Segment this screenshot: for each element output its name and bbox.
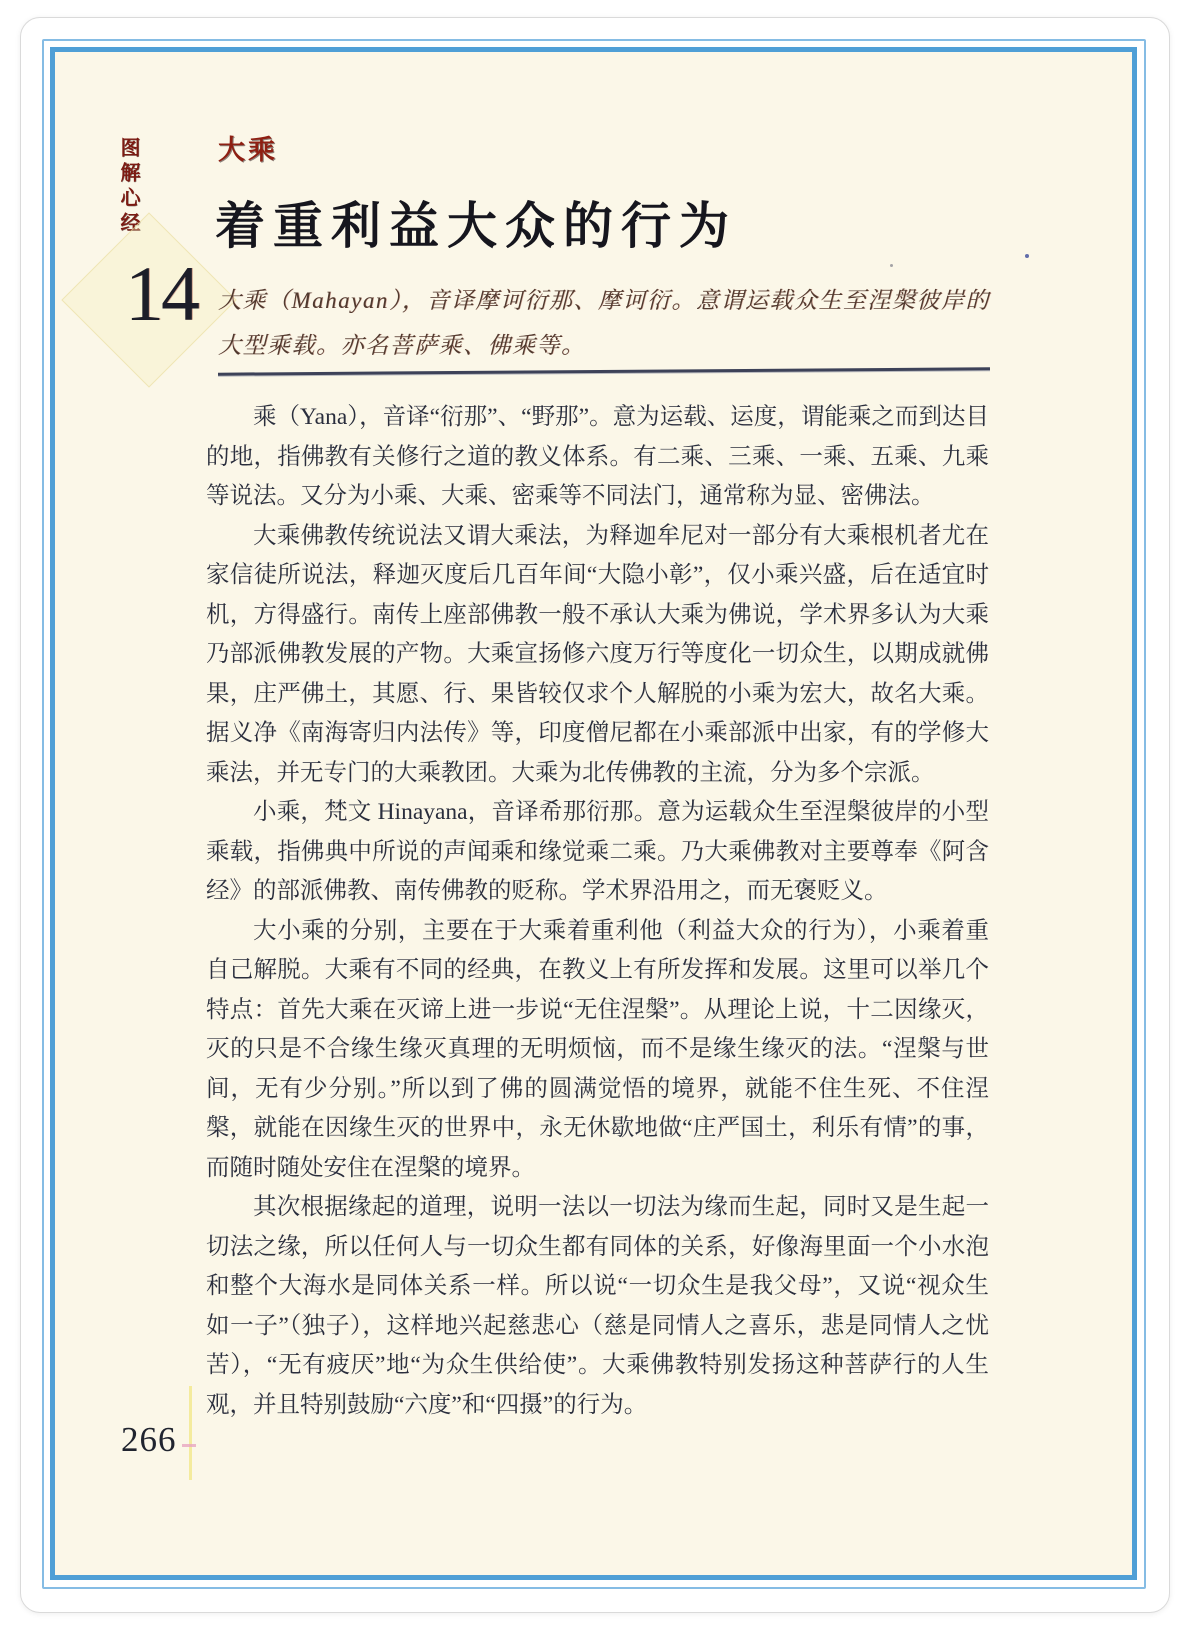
scan-speck bbox=[890, 264, 893, 267]
series-title-vertical: 图解心经 bbox=[117, 137, 139, 237]
paragraph: 乘（Yana），音译“衍那”、“野那”。意为运载、运度，谓能乘之而到达目的地，指佛教有关修行之道的教义体系。有二乘、三乘、一乘、五乘、九乘等说法。又分为小乘、大乘、密乘等不同法门，通常称为显、密佛法。 bbox=[206, 404, 989, 509]
scan-speck bbox=[1025, 254, 1029, 258]
paragraph: 大乘佛教传统说法又谓大乘法，为释迦牟尼对一部分有大乘根机者尤在家信徒所说法，释迦灭度后几百年间“大隐小彰”，仅小乘兴盛，后在适宜时机，方得盛行。南传上座部佛教一般不承认大乘为佛说，学术界多认为大乘乃部派佛教发展的产物。大乘宣扬修六度万行等度化一切众生，以期成就佛果，庄严佛土，其愿、行、果皆较仅求个人解脱的小乘为宏大，故名大乘。据义净《南海寄归内法传》等，印度僧尼都在小乘部派中出家，有的学修大乘法，并无专门的大乘教团。大乘为北传佛教的主流，分为多个宗派。 bbox=[206, 522, 989, 786]
paragraph: 其次根据缘起的道理，说明一法以一切法为缘而生起，同时又是生起一切法之缘，所以任何人与一切众生都有同体的关系，好像海里面一个小水泡和整个大海水是同体关系一样。所以说“一切众生是我父母”，又说“视众生如一子”（独子），这样地兴起慈悲心（慈是同情人之喜乐，悲是同情人之忧苦），“无有疲厌”地“为众生供给使”。大乘佛教特别发扬这种菩萨行的人生观，并且特别鼓励“六度”和“四摄”的行为。 bbox=[206, 1194, 989, 1418]
chapter-kicker: 大乘 bbox=[218, 135, 278, 165]
chapter-title: 着重利益大众的行为 bbox=[215, 198, 737, 254]
header-divider-rule bbox=[218, 367, 990, 375]
chapter-intro: 大乘（Mahayan），音译摩诃衍那、摩诃衍。意谓运载众生至涅槃彼岸的大型乘载。亦名菩萨乘、佛乘等。 bbox=[218, 288, 990, 358]
outer-blue-border bbox=[42, 39, 1146, 1589]
scan-pink-mark bbox=[182, 1444, 196, 1447]
page-number: 266 bbox=[121, 1420, 177, 1459]
page-content bbox=[55, 52, 1132, 1575]
inner-blue-border bbox=[50, 47, 1137, 1580]
book-page bbox=[20, 17, 1170, 1613]
scan-highlight-mark bbox=[189, 1386, 192, 1480]
paragraph: 大小乘的分别，主要在于大乘着重利他（利益大众的行为），小乘着重自己解脱。大乘有不同的经典，在教义上有所发挥和发展。这里可以举几个特点：首先大乘在灭谛上进一步说“无住涅槃”。从理论上说，十二因缘灭，灭的只是不合缘生缘灭真理的无明烦恼，而不是缘生缘灭的法。“涅槃与世间，无有少分别。”所以到了佛的圆满觉悟的境界，就能不住生死、不住涅槃，就能在因缘生灭的世界中，永无休歇地做“庄严国土，利乐有情”的事，而随时随处安住在涅槃的境界。 bbox=[206, 917, 989, 1181]
paragraph: 小乘，梵文 Hinayana，音译希那衍那。意为运载众生至涅槃彼岸的小型乘载，指佛典中所说的声闻乘和缘觉乘二乘。乃大乘佛教对主要尊奉《阿含经》的部派佛教、南传佛教的贬称。学术界沿用之，而无褒贬义。 bbox=[206, 799, 989, 904]
body-text-block bbox=[206, 398, 989, 1425]
chapter-number: 14 bbox=[125, 250, 197, 337]
